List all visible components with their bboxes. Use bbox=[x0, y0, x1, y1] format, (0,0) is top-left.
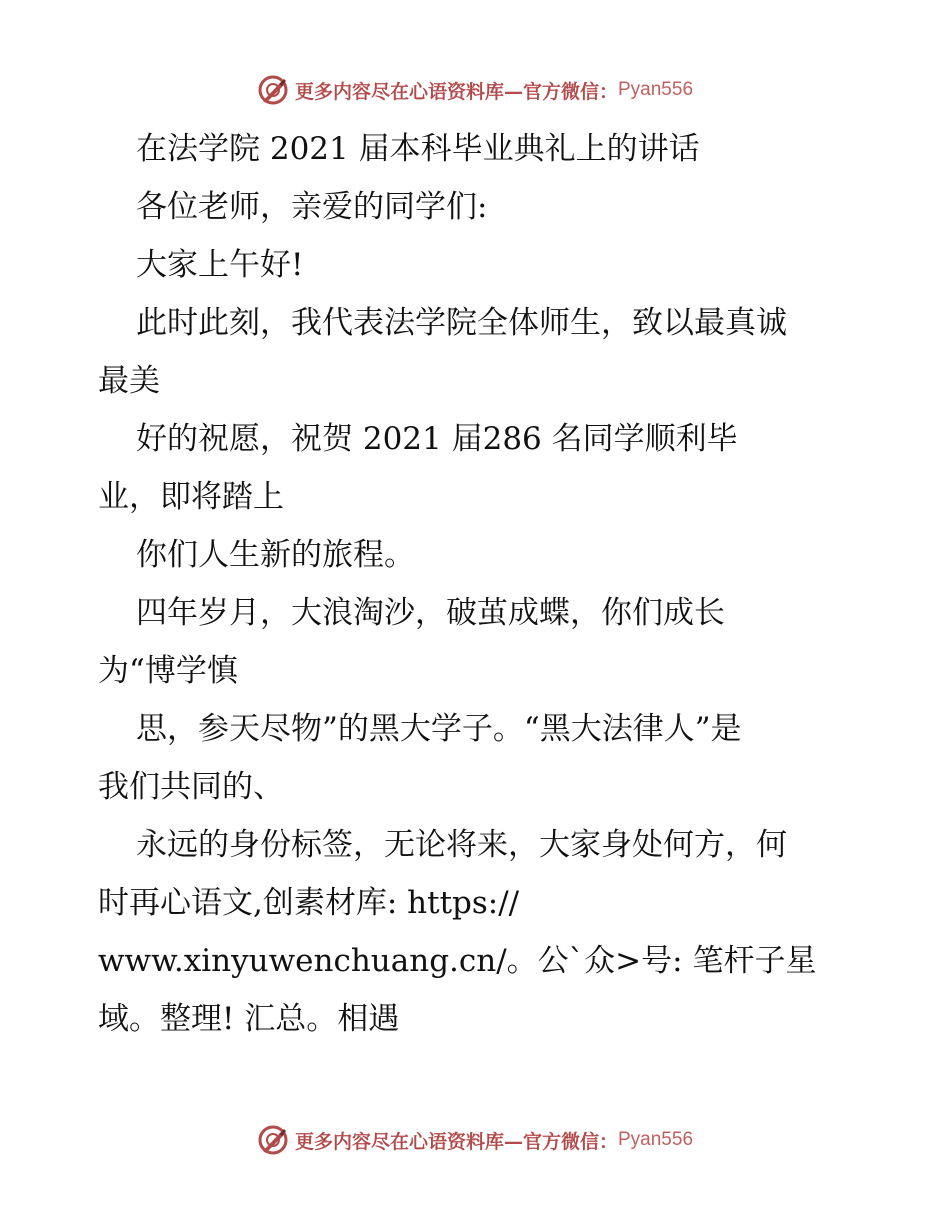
document-body bbox=[98, 120, 858, 1048]
footer-text: 更多内容尽在心语资料库—官方微信： bbox=[294, 1130, 618, 1153]
footer-banner bbox=[0, 1120, 950, 1160]
header-wechat-id: Pyan556 bbox=[618, 79, 694, 100]
text-line: 业，即将踏上 bbox=[98, 479, 284, 515]
text-line: www.xinyuwenchuang.cn/。公`众>号: 笔杆子星 bbox=[98, 943, 817, 979]
header-banner bbox=[0, 70, 950, 110]
text-line: 在法学院 2021 届本科毕业典礼上的讲话 bbox=[136, 131, 700, 167]
text-line: 你们人生新的旅程。 bbox=[136, 537, 415, 573]
text-line: 最美 bbox=[98, 363, 160, 399]
text-line: 好的祝愿，祝贺 2021 届286 名同学顺利毕 bbox=[136, 421, 738, 457]
logo-icon bbox=[257, 74, 289, 106]
text-line: 域。整理! 汇总。相遇 bbox=[98, 1001, 400, 1037]
text-line: 我们共同的、 bbox=[98, 769, 284, 805]
footer-wechat-id: Pyan556 bbox=[618, 1129, 694, 1150]
text-line: 四年岁月，大浪淘沙，破茧成蝶，你们成长 bbox=[136, 595, 725, 631]
text-line: 此时此刻，我代表法学院全体师生，致以最真诚 bbox=[136, 305, 787, 341]
logo-icon bbox=[257, 1124, 289, 1156]
header-text: 更多内容尽在心语资料库—官方微信： bbox=[294, 80, 618, 103]
text-line: 时再心语文,创素材库: https:// bbox=[98, 885, 520, 921]
text-line: 永远的身份标签，无论将来，大家身处何方，何 bbox=[136, 827, 787, 863]
text-line: 各位老师，亲爱的同学们: bbox=[136, 189, 488, 225]
text-line: 思，参天尽物”的黑大学子。“黑大法律人”是 bbox=[136, 711, 742, 747]
text-line: 大家上午好! bbox=[136, 247, 304, 283]
text-line: 为“博学慎 bbox=[98, 653, 238, 689]
